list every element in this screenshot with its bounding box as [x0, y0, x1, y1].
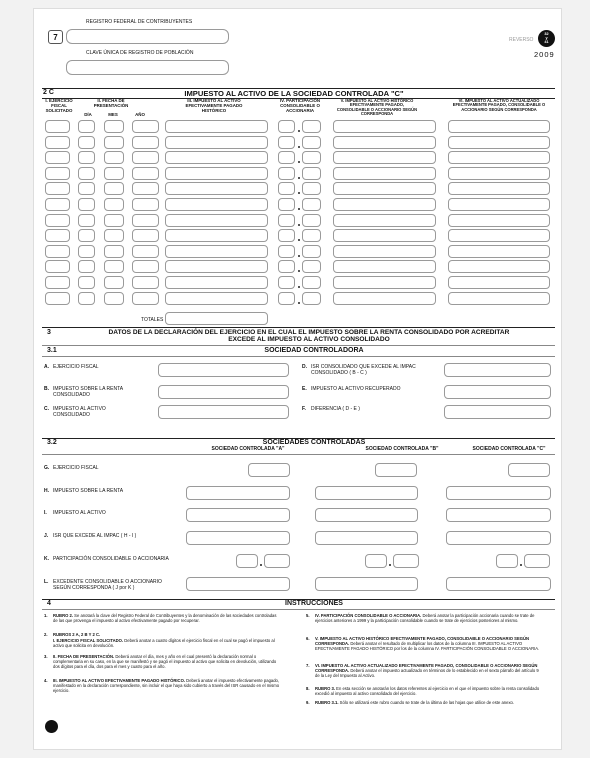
- impuesto-historico-field[interactable]: [165, 167, 268, 180]
- instruction-body: Se anotará la clave del Registro Federal de Contribuyentes y la denominación de las sociedades controladas de las que provenga el impuesto al activo efectivamente pagado por recuperar.: [53, 613, 277, 623]
- sociedad-a-entero-field[interactable]: [236, 554, 258, 568]
- instruction-heading: RUBROS 2 A, 2 B Y 2 C.: [53, 632, 101, 637]
- section-4-rule: [42, 609, 555, 610]
- field-letter: D.: [302, 364, 307, 370]
- col-sociedad-c: SOCIEDAD CONTROLADA "C": [472, 446, 546, 452]
- controladora-field[interactable]: [158, 405, 289, 419]
- section-2c-number: 2 C: [43, 89, 54, 96]
- instruction-text: [315, 637, 542, 651]
- instruction-body: Deberá anotar a cuatro dígitos el ejercicio fiscal en el cual se pagó el impuesto al activo que solicita en devolución.: [53, 638, 275, 648]
- instruction-item: [44, 639, 280, 649]
- instruction-heading: II. FECHA DE PRESENTACIÓN.: [53, 654, 115, 659]
- impuesto-historico-field[interactable]: [165, 120, 268, 133]
- controladora-label: [302, 407, 432, 413]
- instruction-item: [44, 614, 280, 624]
- total-impuesto-field[interactable]: [165, 312, 268, 325]
- instruction-body: Deberá anotar la participación accionaria cuando se trate de ejercicios anteriores a 1999 y la participación consolidable cuando se trate de ejercicios posteriores al mismo.: [315, 613, 535, 623]
- impuesto-historico-field[interactable]: [165, 292, 268, 305]
- dia-field[interactable]: [78, 120, 95, 133]
- sub-3-2-number: 3.2: [47, 439, 57, 446]
- instruction-number: 5.: [306, 613, 310, 618]
- decimal-point: [298, 208, 300, 210]
- registration-mark: [45, 720, 58, 733]
- impuesto-historico-consolidable-field[interactable]: [333, 167, 436, 180]
- field-letter: G.: [44, 465, 50, 471]
- instruction-body: Deberá anotar el impuesto actualizado en términos de lo establecido en el sexto párrafo del artículo 9 de la Ley del Impuesto al Activo.: [315, 667, 539, 678]
- impuesto-historico-field[interactable]: [165, 229, 268, 242]
- sociedad-a-field[interactable]: [248, 463, 290, 477]
- instruction-item: [44, 655, 280, 669]
- instruction-item: [306, 614, 542, 624]
- participacion-decimal-field[interactable]: [302, 260, 321, 273]
- instruction-item: [44, 679, 280, 693]
- instruction-heading: V. IMPUESTO AL ACTIVO HISTÓRICO EFECTIVAMENTE PAGADO, CONSOLIDABLE O ACCIONARIO SEGÚN CORRESPONDA.: [315, 636, 530, 646]
- instruction-text: [53, 614, 280, 624]
- controladora-label: [44, 407, 154, 418]
- ejercicio-fiscal-field[interactable]: [45, 151, 70, 164]
- section-2c-title: IMPUESTO AL ACTIVO DE LA SOCIEDAD CONTROLADA "C": [184, 89, 404, 98]
- controladora-label: [44, 387, 154, 398]
- controladora-label: [302, 365, 432, 376]
- sociedad-c-entero-field[interactable]: [496, 554, 518, 568]
- participacion-entero-field[interactable]: [278, 120, 295, 133]
- impuesto-historico-consolidable-field[interactable]: [333, 245, 436, 258]
- decimal-point: [298, 286, 300, 288]
- anio-field[interactable]: [132, 182, 159, 195]
- impuesto-actualizado-field[interactable]: [448, 120, 550, 133]
- instruction-body: Deberá anotar el impuesto efectivamente pagado, manifestado en la declaración correspondiente, sin incluir el que haya sido cubierto a través del ISR causado en el mismo ejercicio.: [53, 678, 280, 693]
- instruction-text: [315, 664, 542, 678]
- field-letter: H.: [44, 488, 49, 494]
- impuesto-historico-consolidable-field[interactable]: [333, 198, 436, 211]
- participacion-decimal-field[interactable]: [302, 229, 321, 242]
- participacion-entero-field[interactable]: [278, 151, 295, 164]
- decimal-point: [260, 564, 262, 566]
- decimal-point: [298, 146, 300, 148]
- ejercicio-fiscal-field[interactable]: [45, 260, 70, 273]
- sociedad-b-decimal-field[interactable]: [393, 554, 419, 568]
- dia-field[interactable]: [78, 182, 95, 195]
- instruction-item: [306, 701, 542, 706]
- participacion-entero-field[interactable]: [278, 260, 295, 273]
- field-letter: I.: [44, 510, 47, 516]
- participacion-entero-field[interactable]: [278, 136, 295, 149]
- participacion-entero-field[interactable]: [278, 276, 295, 289]
- col-ejercicio-header: I. EJERCICIO FISCAL SOLICITADO: [45, 98, 73, 113]
- col-mes-header: MES: [108, 112, 118, 117]
- decimal-point: [298, 302, 300, 304]
- sociedad-a-field[interactable]: [186, 508, 290, 522]
- instruction-heading: III. IMPUESTO AL ACTIVO EFECTIVAMENTE PAGADO HISTÓRICO.: [53, 678, 185, 683]
- sociedad-c-field[interactable]: [446, 486, 551, 500]
- section-3-top-rule: [42, 327, 555, 328]
- participacion-entero-field[interactable]: [278, 245, 295, 258]
- instruction-item: [306, 687, 542, 697]
- impuesto-historico-consolidable-field[interactable]: [333, 276, 436, 289]
- sociedad-b-entero-field[interactable]: [365, 554, 387, 568]
- ejercicio-fiscal-field[interactable]: [45, 136, 70, 149]
- instruction-text: [315, 687, 542, 697]
- reverso-label: REVERSO: [509, 37, 534, 43]
- participacion-decimal-field[interactable]: [302, 151, 321, 164]
- instruction-number: 9.: [306, 700, 310, 705]
- participacion-decimal-field[interactable]: [302, 136, 321, 149]
- field-label: EXCEDENTE CONSOLIDABLE O ACCIONARIO SEGÚN CORRESPONDA ( J por K ): [53, 579, 162, 591]
- mes-field[interactable]: [104, 260, 124, 273]
- field-label: EJERCICIO FISCAL: [53, 364, 99, 370]
- impuesto-historico-consolidable-field[interactable]: [333, 151, 436, 164]
- instruction-number: 6.: [306, 636, 310, 641]
- field-label: IMPUESTO AL ACTIVO: [53, 510, 106, 516]
- field-letter: A.: [44, 364, 49, 370]
- section-3-title-line1: DATOS DE LA DECLARACIÓN DEL EJERCICIO EN EL CUAL EL IMPUESTO SOBRE LA RENTA CONSOLIDADO POR ACREDITAR: [108, 329, 510, 336]
- instruction-text: [315, 614, 542, 624]
- instruction-body: Deberá anotar el resultado de multiplicar los datos de la columna III. IMPUESTO AL ACTIVO EFECTIVAMENTE PAGADO HISTÓRICO por los de la columna IV. PARTICIPACIÓN CONSOLIDABLE O ACCIONARIA.: [315, 640, 540, 651]
- mes-field[interactable]: [104, 245, 124, 258]
- mes-field[interactable]: [104, 136, 124, 149]
- sociedad-c-field[interactable]: [446, 508, 551, 522]
- decimal-point: [298, 192, 300, 194]
- field-label: IMPUESTO SOBRE LA RENTA CONSOLIDADO: [53, 386, 123, 398]
- participacion-entero-field[interactable]: [278, 214, 295, 227]
- participacion-entero-field[interactable]: [278, 229, 295, 242]
- controladora-label: [44, 365, 154, 371]
- instruction-body: Deberá anotar el día, mes y año en el cual presentó la declaración normal o complementaria en su caso, en la que se manifestó y se pagó el impuesto al activo que solicita en devolución, utilizando dos dígitos para el día, dos para el mes y cuatro para el año.: [53, 654, 277, 669]
- instruction-heading: IV. PARTICIPACIÓN CONSOLIDABLE O ACCIONARIA.: [315, 613, 422, 618]
- participacion-decimal-field[interactable]: [302, 198, 321, 211]
- page-number: 7: [53, 33, 58, 42]
- participacion-decimal-field[interactable]: [302, 214, 321, 227]
- participacion-decimal-field[interactable]: [302, 167, 321, 180]
- anio-field[interactable]: [132, 229, 159, 242]
- sociedad-b-field[interactable]: [375, 463, 417, 477]
- anio-field[interactable]: [132, 151, 159, 164]
- instruction-number: 1.: [44, 613, 48, 618]
- section-3-number: 3: [47, 329, 51, 336]
- badge-mid: y: [545, 36, 548, 40]
- field-label: DIFERENCIA ( D - E ): [311, 406, 360, 412]
- dia-field[interactable]: [78, 229, 95, 242]
- instruction-text: [53, 655, 280, 669]
- field-letter: L.: [44, 579, 49, 585]
- sociedad-c-field[interactable]: [508, 463, 550, 477]
- controlada-label: [44, 489, 184, 495]
- controladora-field[interactable]: [444, 385, 551, 399]
- impuesto-actualizado-field[interactable]: [448, 167, 550, 180]
- sociedad-c-field[interactable]: [446, 577, 551, 591]
- mes-field[interactable]: [104, 151, 124, 164]
- ejercicio-fiscal-field[interactable]: [45, 292, 70, 305]
- sociedad-a-field[interactable]: [186, 486, 290, 500]
- decimal-point: [298, 161, 300, 163]
- col-sociedad-a: SOCIEDAD CONTROLADA "A": [211, 446, 285, 452]
- controladora-field[interactable]: [158, 385, 289, 399]
- field-letter: F.: [302, 406, 306, 412]
- decimal-point: [298, 255, 300, 257]
- dia-field[interactable]: [78, 214, 95, 227]
- impuesto-historico-field[interactable]: [165, 214, 268, 227]
- participacion-decimal-field[interactable]: [302, 292, 321, 305]
- participacion-decimal-field[interactable]: [302, 245, 321, 258]
- section-4-title: INSTRUCCIONES: [285, 600, 343, 607]
- totales-label: TOTALES: [141, 317, 164, 323]
- decimal-point: [298, 270, 300, 272]
- dia-field[interactable]: [78, 136, 95, 149]
- ejercicio-fiscal-field[interactable]: [45, 120, 70, 133]
- field-label: EJERCICIO FISCAL: [53, 465, 99, 471]
- decimal-point: [298, 224, 300, 226]
- instruction-heading: VI. IMPUESTO AL ACTIVO ACTUALIZADO EFECTIVAMENTE PAGADO, CONSOLIDABLE O ACCIONARIO SEGÚN CORRESPONDA.: [315, 663, 538, 673]
- section-3-title-line2: EXCEDE AL IMPUESTO AL ACTIVO CONSOLIDADO: [228, 336, 390, 343]
- field-label: IMPUESTO AL ACTIVO RECUPERADO: [311, 386, 401, 392]
- sub-3-2-title: SOCIEDADES CONTROLADAS: [262, 439, 366, 446]
- sociedad-b-field[interactable]: [315, 577, 418, 591]
- sociedad-b-field[interactable]: [315, 531, 418, 545]
- impuesto-actualizado-field[interactable]: [448, 151, 550, 164]
- sociedad-b-field[interactable]: [315, 508, 418, 522]
- anio-field[interactable]: [132, 292, 159, 305]
- instruction-text: [53, 639, 280, 649]
- mes-field[interactable]: [104, 198, 124, 211]
- controladora-field[interactable]: [444, 405, 551, 419]
- ejercicio-fiscal-field[interactable]: [45, 182, 70, 195]
- sub-3-1-number: 3.1: [47, 347, 57, 354]
- impuesto-actualizado-field[interactable]: [448, 214, 550, 227]
- dia-field[interactable]: [78, 260, 95, 273]
- controlada-label: [44, 511, 184, 517]
- col-anio-header: AÑO: [135, 112, 145, 117]
- dia-field[interactable]: [78, 151, 95, 164]
- participacion-entero-field[interactable]: [278, 198, 295, 211]
- decimal-point: [298, 239, 300, 241]
- dia-field[interactable]: [78, 276, 95, 289]
- field-label: ISR CONSOLIDADO QUE EXCEDE AL IMPAC CONSOLIDADO ( B - C ): [311, 364, 416, 376]
- mes-field[interactable]: [104, 167, 124, 180]
- field-letter: C.: [44, 406, 49, 412]
- impuesto-historico-field[interactable]: [165, 198, 268, 211]
- field-label: PARTICIPACIÓN CONSOLIDABLE O ACCIONARIA: [53, 556, 169, 562]
- instruction-number: 8.: [306, 686, 310, 691]
- impuesto-actualizado-field[interactable]: [448, 229, 550, 242]
- participacion-decimal-field[interactable]: [302, 276, 321, 289]
- mes-field[interactable]: [104, 182, 124, 195]
- anio-field[interactable]: [132, 260, 159, 273]
- instruction-number: 4.: [44, 678, 48, 683]
- curp-label: CLAVE ÚNICA DE REGISTRO DE POBLACIÓN: [86, 50, 194, 56]
- field-label: IMPUESTO SOBRE LA RENTA: [53, 488, 124, 494]
- impuesto-actualizado-field[interactable]: [448, 245, 550, 258]
- ejercicio-fiscal-field[interactable]: [45, 229, 70, 242]
- decimal-point: [520, 564, 522, 566]
- instruction-heading: RUBRO 3.: [315, 686, 336, 691]
- decimal-point: [389, 564, 391, 566]
- anio-field[interactable]: [132, 120, 159, 133]
- anio-field[interactable]: [132, 245, 159, 258]
- instruction-text: [53, 679, 280, 693]
- field-label: ISR QUE EXCEDE AL IMPAC ( H - I ): [53, 533, 137, 539]
- col-participacion-header: IV. PARTICIPACIÓN CONSOLIDABLE O ACCIONARIA: [279, 98, 321, 113]
- dia-field[interactable]: [78, 198, 95, 211]
- controladora-field[interactable]: [444, 363, 551, 377]
- controlada-label: [44, 534, 184, 540]
- ejercicio-fiscal-field[interactable]: [45, 214, 70, 227]
- sub-3-1-title: SOCIEDAD CONTROLADORA: [264, 347, 364, 354]
- page-range-badge: [538, 30, 555, 47]
- section-3-rule: [42, 345, 555, 346]
- impuesto-actualizado-field[interactable]: [448, 198, 550, 211]
- decimal-point: [298, 130, 300, 132]
- instruction-heading: RUBRO 3.1.: [315, 700, 339, 705]
- sub-3-2-rule: [42, 454, 555, 455]
- anio-field[interactable]: [132, 136, 159, 149]
- decimal-point: [298, 177, 300, 179]
- anio-field[interactable]: [132, 167, 159, 180]
- sociedad-b-field[interactable]: [315, 486, 418, 500]
- instruction-heading: I. EJERCICIO FISCAL SOLICITADO.: [53, 638, 124, 643]
- badge-bottom: 41: [544, 40, 549, 44]
- page-number-box: [48, 30, 63, 44]
- impuesto-historico-consolidable-field[interactable]: [333, 214, 436, 227]
- sub-3-1-rule: [42, 356, 555, 357]
- section-4-number: 4: [47, 600, 51, 607]
- instruction-text: [315, 701, 542, 706]
- dia-field[interactable]: [78, 167, 95, 180]
- badge-top: 32: [544, 32, 549, 36]
- col-impuesto-header: III. IMPUESTO AL ACTIVO EFECTIVAMENTE PAGADO HISTÓRICO: [185, 98, 243, 113]
- controlada-label: [44, 466, 184, 472]
- impuesto-actualizado-field[interactable]: [448, 136, 550, 149]
- impuesto-actualizado-field[interactable]: [448, 182, 550, 195]
- impuesto-historico-consolidable-field[interactable]: [333, 260, 436, 273]
- impuesto-historico-field[interactable]: [165, 260, 268, 273]
- col-fecha-header: II. FECHA DE PRESENTACIÓN: [93, 98, 129, 108]
- instruction-body: Sólo se utilizará este rubro cuando se trate de la última de las hojas que utilice de este anexo.: [338, 700, 515, 705]
- field-label: IMPUESTO AL ACTIVO CONSOLIDADO: [53, 406, 106, 418]
- participacion-entero-field[interactable]: [278, 292, 295, 305]
- mes-field[interactable]: [104, 292, 124, 305]
- field-letter: J.: [44, 533, 49, 539]
- form-year: 2009: [534, 50, 555, 59]
- field-letter: E.: [302, 386, 307, 392]
- instruction-body: En esta sección se anotarán los datos referentes al ejercicio en el que el impuesto sobre la renta consolidado excedió al impuesto al activo consolidado del ejercicio.: [315, 686, 540, 696]
- controlada-label: [44, 557, 184, 563]
- impuesto-actualizado-field[interactable]: [448, 292, 550, 305]
- instruction-number: 3.: [44, 654, 48, 659]
- participacion-entero-field[interactable]: [278, 182, 295, 195]
- dia-field[interactable]: [78, 245, 95, 258]
- sociedad-a-field[interactable]: [186, 577, 290, 591]
- curp-field[interactable]: [66, 60, 229, 75]
- field-letter: B.: [44, 386, 49, 392]
- participacion-entero-field[interactable]: [278, 167, 295, 180]
- instruction-item: [306, 637, 542, 651]
- anio-field[interactable]: [132, 198, 159, 211]
- rfc-label: REGISTRO FEDERAL DE CONTRIBUYENTES: [86, 19, 193, 25]
- mes-field[interactable]: [104, 229, 124, 242]
- anio-field[interactable]: [132, 214, 159, 227]
- col-sociedad-b: SOCIEDAD CONTROLADA "B": [365, 446, 439, 452]
- col-dia-header: DÍA: [84, 112, 92, 117]
- sociedad-a-field[interactable]: [186, 531, 290, 545]
- impuesto-historico-consolidable-field[interactable]: [333, 182, 436, 195]
- impuesto-actualizado-field[interactable]: [448, 260, 550, 273]
- impuesto-historico-consolidable-field[interactable]: [333, 292, 436, 305]
- impuesto-historico-field[interactable]: [165, 276, 268, 289]
- impuesto-historico-consolidable-field[interactable]: [333, 229, 436, 242]
- impuesto-historico-field[interactable]: [165, 182, 268, 195]
- mes-field[interactable]: [104, 120, 124, 133]
- instruction-number: 2.: [44, 632, 48, 637]
- ejercicio-fiscal-field[interactable]: [45, 198, 70, 211]
- impuesto-historico-field[interactable]: [165, 245, 268, 258]
- dia-field[interactable]: [78, 292, 95, 305]
- mes-field[interactable]: [104, 214, 124, 227]
- impuesto-historico-field[interactable]: [165, 151, 268, 164]
- mes-field[interactable]: [104, 276, 124, 289]
- sociedad-a-decimal-field[interactable]: [264, 554, 290, 568]
- controladora-field[interactable]: [158, 363, 289, 377]
- impuesto-actualizado-field[interactable]: [448, 276, 550, 289]
- ejercicio-fiscal-field[interactable]: [45, 245, 70, 258]
- instruction-item: [306, 664, 542, 678]
- col-historico-header: V. IMPUESTO AL ACTIVO HISTÓRICO EFECTIVAMENTE PAGADO, CONSOLIDABLE O ACCIONARIO SEGÚN CORRESPONDA: [336, 98, 418, 117]
- field-letter: K.: [44, 556, 49, 562]
- sociedad-c-decimal-field[interactable]: [524, 554, 550, 568]
- participacion-decimal-field[interactable]: [302, 182, 321, 195]
- ejercicio-fiscal-field[interactable]: [45, 276, 70, 289]
- anio-field[interactable]: [132, 276, 159, 289]
- col-actualizado-header: VI. IMPUESTO AL ACTIVO ACTUALIZADO EFECTIVAMENTE PAGADO, CONSOLIDABLE O ACCIONARIO SEGÚN CORRESPONDA: [452, 98, 546, 112]
- ejercicio-fiscal-field[interactable]: [45, 167, 70, 180]
- instruction-heading: RUBRO 2.: [53, 613, 74, 618]
- impuesto-historico-field[interactable]: [165, 136, 268, 149]
- sociedad-c-field[interactable]: [446, 531, 551, 545]
- impuesto-historico-consolidable-field[interactable]: [333, 136, 436, 149]
- rfc-field[interactable]: [66, 29, 229, 44]
- impuesto-historico-consolidable-field[interactable]: [333, 120, 436, 133]
- controladora-label: [302, 387, 432, 393]
- form-page: [33, 8, 562, 750]
- instruction-number: 7.: [306, 663, 310, 668]
- participacion-decimal-field[interactable]: [302, 120, 321, 133]
- controlada-label: [44, 580, 184, 591]
